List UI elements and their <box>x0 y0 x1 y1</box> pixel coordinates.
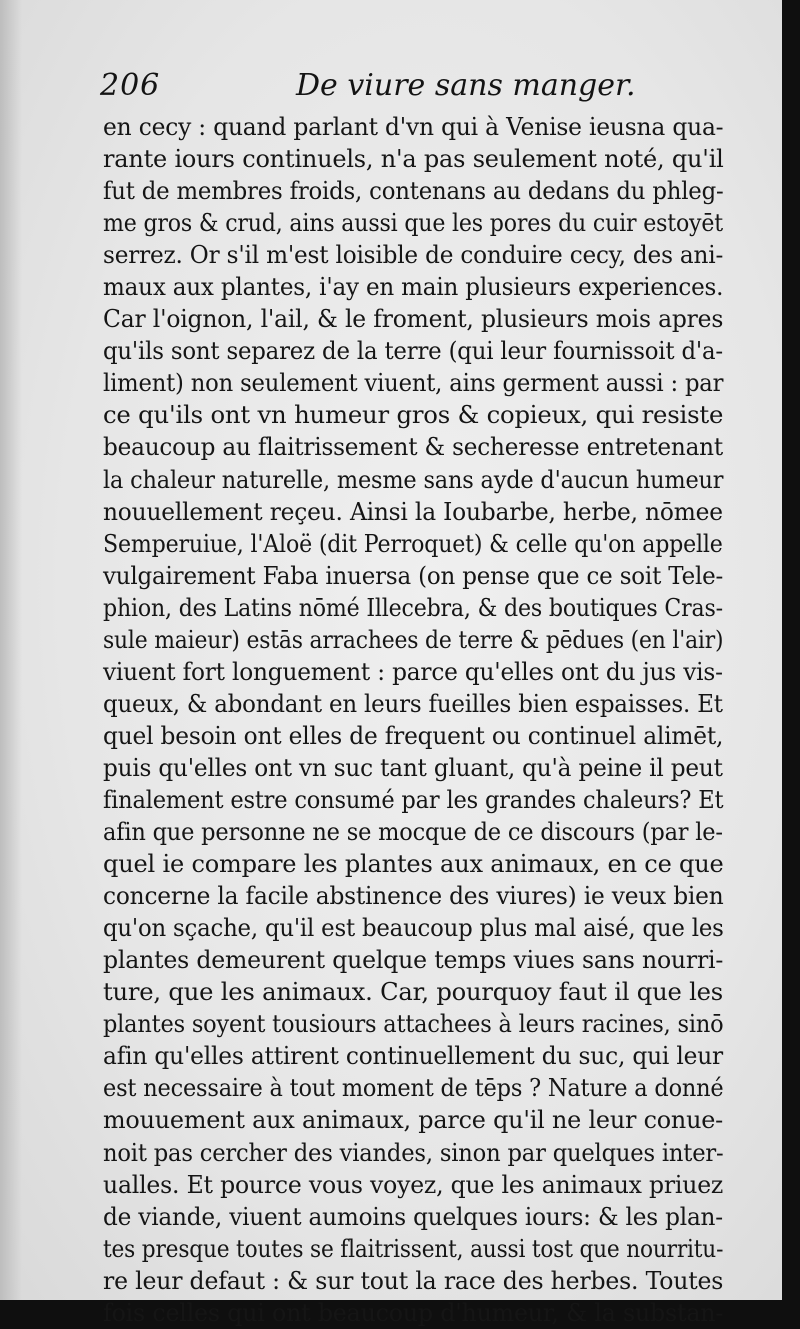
text-line: fut de membres froids, contenans au dedans du phleg- <box>103 176 724 206</box>
text-line: tes presque toutes se flaitrissent, aussi tost que nourritu- <box>103 1233 724 1263</box>
text-line: Car l'oignon, l'ail, & le froment, plusieurs mois apres <box>103 304 724 334</box>
text-line: plantes demeurent quelque temps viues sans nourri- <box>103 945 724 975</box>
running-title: De viure sans manger. <box>296 68 636 103</box>
text-line: finalement estre consumé par les grandes chaleurs? Et <box>103 784 724 814</box>
text-line: rante iours continuels, n'a pas seulement noté, qu'il <box>103 144 724 174</box>
text-line: maux aux plantes, i'ay en main plusieurs experiences. <box>103 272 724 302</box>
text-line: en cecy : quand parlant d'vn qui à Venise ieusna qua- <box>103 112 724 141</box>
text-line: de viande, viuent aumoins quelques iours: & les plan- <box>103 1201 723 1231</box>
text-line: est necessaire à tout moment de tēps ? Nature a donné <box>103 1073 724 1103</box>
text-line: ture, que les animaux. Car, pourquoy faut il que les <box>103 977 723 1007</box>
page-number: 206 <box>100 68 161 103</box>
text-line: nouuellement reçeu. Ainsi la Ioubarbe, herbe, nōmee <box>103 496 723 526</box>
text-line: me gros & crud, ains aussi que les pores du cuir estoyēt <box>103 208 723 238</box>
text-line: phion, des Latins nōmé Illecebra, & des boutiques Cras- <box>103 592 723 622</box>
text-line: mouuement aux animaux, parce qu'il ne leur conue- <box>103 1105 724 1135</box>
text-line: concerne la facile abstinence des viures) ie veux bien <box>103 881 724 911</box>
text-line: re leur defaut : & sur tout la race des herbes. Toutes <box>103 1265 724 1295</box>
text-line: vulgairement Faba inuersa (on pense que ce soit Tele- <box>103 560 724 590</box>
text-line: puis qu'elles ont vn suc tant gluant, qu'à peine il peut <box>103 752 723 782</box>
text-line: Semperuiue, l'Aloë (dit Perroquet) & celle qu'on appelle <box>103 528 723 558</box>
text-line: qu'ils sont separez de la terre (qui leur fournissoit d'a- <box>103 336 723 366</box>
text-line: quel ie compare les plantes aux animaux, en ce que <box>103 849 724 879</box>
text-line: plantes soyent tousiours attachees à leurs racines, sinō <box>103 1009 724 1039</box>
text-line: serrez. Or s'il m'est loisible de conduire cecy, des ani- <box>103 240 724 270</box>
text-line: la chaleur naturelle, mesme sans ayde d'aucun humeur <box>103 464 724 494</box>
text-line: noit pas cercher des viandes, sinon par quelques inter- <box>103 1137 724 1167</box>
text-line: fois celles qui ont beaucoup d'humeur, & la substan- <box>103 1297 724 1327</box>
text-line: beaucoup au flaitrissement & secheresse entretenant <box>103 432 723 462</box>
text-line: queux, & abondant en leurs fueilles bien espaisses. Et <box>103 688 723 718</box>
text-line: sule maieur) estās arrachees de terre & pēdues (en l'air) <box>103 624 724 654</box>
text-line: afin que personne ne se mocque de ce discours (par le- <box>103 817 723 847</box>
text-line: afin qu'elles attirent continuellement du suc, qui leur <box>103 1041 724 1071</box>
text-line: quel besoin ont elles de frequent ou continuel alimēt, <box>103 720 724 750</box>
body-text <box>103 111 723 1329</box>
page-header <box>100 68 740 112</box>
text-line: qu'on sçache, qu'il est beaucoup plus mal aisé, que les <box>103 913 724 943</box>
text-line: ce qu'ils ont vn humeur gros & copieux, qui resiste <box>103 400 724 430</box>
text-line: ualles. Et pource vous voyez, que les animaux priuez <box>103 1169 724 1199</box>
gutter-shadow <box>0 0 22 1300</box>
text-line: liment) non seulement viuent, ains germent aussi : par <box>103 368 724 398</box>
text-line: viuent fort longuement : parce qu'elles ont du jus vis- <box>103 656 723 686</box>
